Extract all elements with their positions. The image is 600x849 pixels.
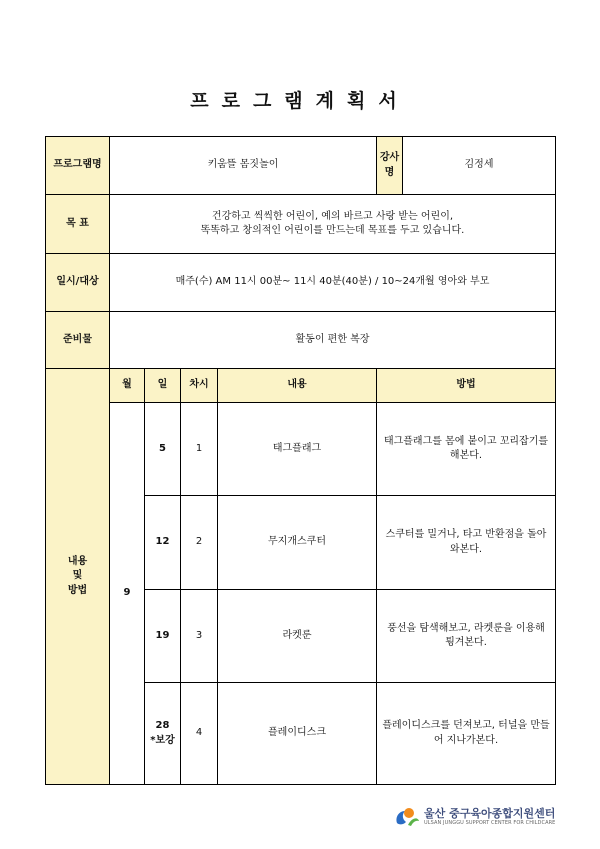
session-header: 차시 (181, 369, 218, 403)
materials-value: 활동이 편한 복장 (110, 312, 556, 369)
program-plan-table (45, 136, 556, 785)
makeup-note: *보강 (150, 734, 175, 746)
instructor-label: 강사명 (377, 137, 403, 195)
goal-line-1: 건강하고 씩씩한 어린이, 예의 바르고 사랑 받는 어린이, (211, 210, 454, 222)
session-value: 1 (181, 403, 218, 496)
center-logo-name: 울산 중구육아종합지원센터 (424, 807, 556, 820)
program-name-label: 프로그램명 (46, 137, 110, 195)
method-value: 플레이디스크를 던져보고, 터널을 만들어 지나가본다. (377, 683, 556, 785)
goal-value (110, 195, 556, 254)
schedule-label: 일시/대상 (46, 254, 110, 312)
content-header: 내용 (218, 369, 377, 403)
schedule-value: 매주(수) AM 11시 00분~ 11시 40분(40분) / 10~24개월 영아와 부모 (110, 254, 556, 312)
month-value: 9 (110, 403, 145, 785)
day-value: 12 (145, 496, 181, 590)
session-value: 3 (181, 590, 218, 683)
session-value: 4 (181, 683, 218, 785)
materials-label: 준비물 (46, 312, 110, 369)
content-value: 태그플래그 (218, 403, 377, 496)
goal-label: 목 표 (46, 195, 110, 254)
center-logo (394, 803, 564, 831)
content-value: 무지개스쿠터 (218, 496, 377, 590)
goal-line-2: 똑똑하고 창의적인 어린이를 만드는데 목표를 두고 있습니다. (200, 225, 465, 236)
content-value: 플레이디스크 (218, 683, 377, 785)
day-header: 일 (145, 369, 181, 403)
method-value: 풍선을 탐색해보고, 라켓룬을 이용해 튕겨본다. (377, 590, 556, 683)
content-value: 라켓룬 (218, 590, 377, 683)
center-logo-subtitle: ULSAN JUNGGU SUPPORT CENTER FOR CHILDCARE (424, 820, 556, 826)
center-logo-icon (394, 805, 420, 829)
day-value: 28 *보강 (145, 683, 181, 785)
day-value: 5 (145, 403, 181, 496)
instructor-value: 김정세 (403, 137, 556, 195)
page-title: 프로그램계획서 (190, 90, 410, 112)
day-value: 19 (145, 590, 181, 683)
content-method-label: 내용 및 방법 (46, 369, 110, 785)
method-header: 방법 (377, 369, 556, 403)
session-value: 2 (181, 496, 218, 590)
method-value: 태그플래그를 몸에 붙이고 꼬리잡기를 해본다. (377, 403, 556, 496)
method-value: 스쿠터를 밀거나, 타고 반환점을 돌아와본다. (377, 496, 556, 590)
month-header: 월 (110, 369, 145, 403)
program-name-value: 키움뜰 몸짓놀이 (110, 137, 377, 195)
